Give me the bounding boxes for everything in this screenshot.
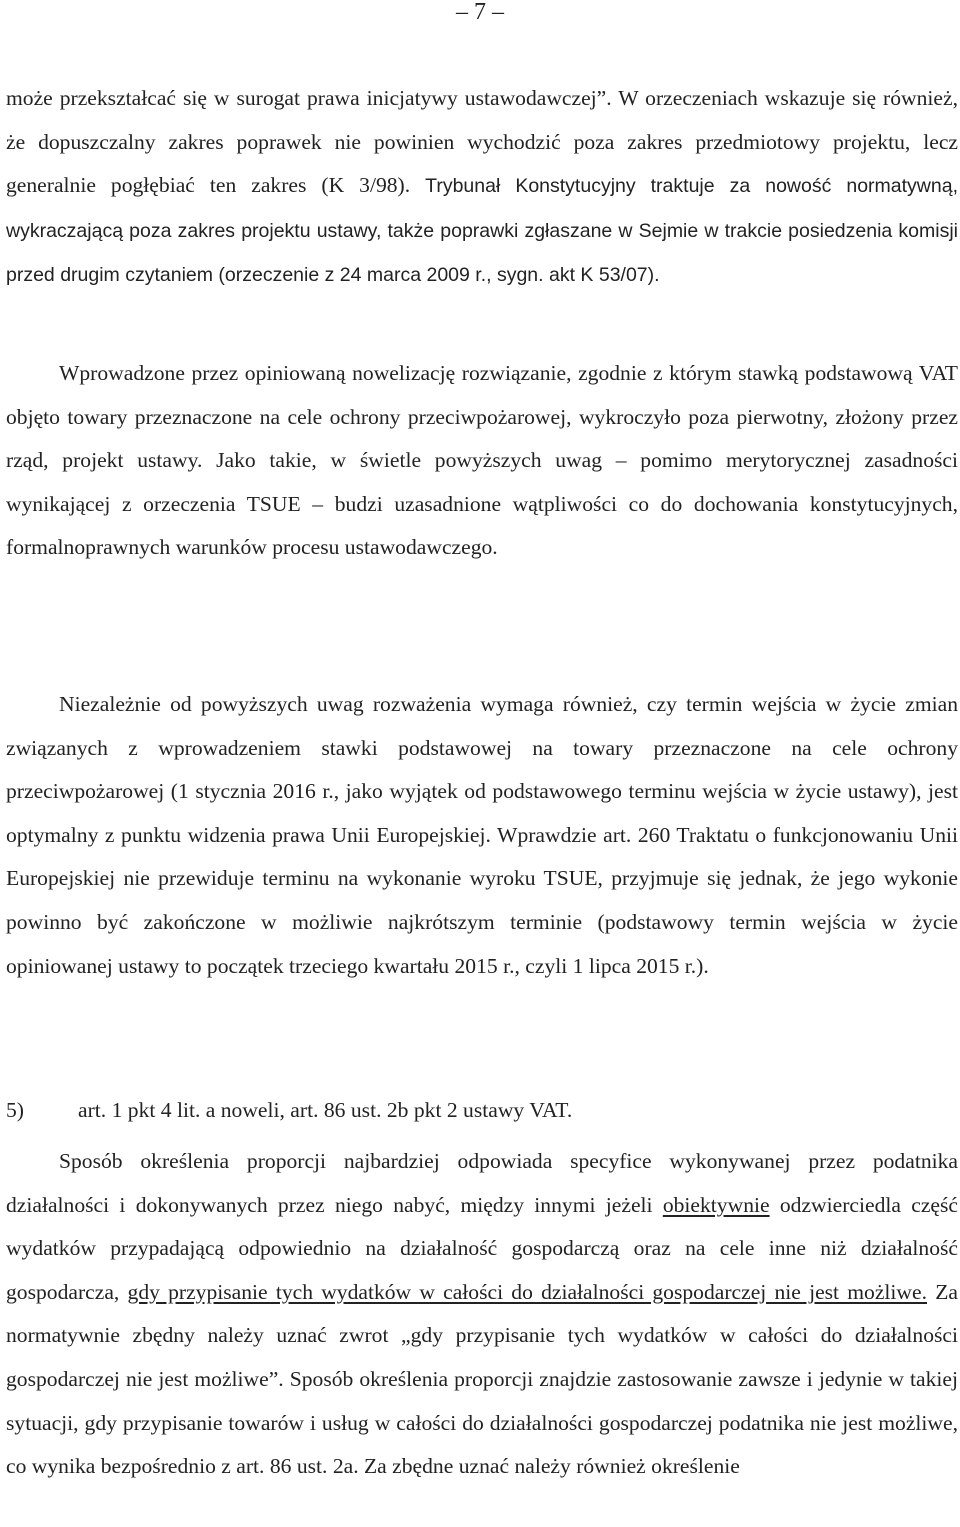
paragraph-proportion-method [6, 1140, 958, 1489]
list-item-text: art. 1 pkt 4 lit. a noweli, art. 86 ust. 2b pkt 2 ustawy VAT. [78, 1098, 573, 1122]
paragraph-vat-rate-solution: Wprowadzone przez opiniowaną nowelizację rozwiązanie, zgodnie z którym stawką podstawową VAT objęto towary przeznaczone na cele ochrony przeciwpożarowej, wykroczyło poza pierwotny, złożony przez rząd, projekt ustawy. Jako takie, w świetle powyższych uwag – pomimo merytorycznej zasadności wynikającej z orzeczenia TSUE – budzi uzasadnione wątpliwości co do dochowania konstytucyjnych, formalnoprawnych warunków procesu ustawodawczego. [6, 361, 958, 560]
page-number: – 7 – [456, 0, 504, 25]
paragraph-text-constitutional-tribunal: Trybunał Konstytucyjny traktuje za nowość normatywną, wykraczającą poza zakres projektu ustawy, także poprawki zgłaszane w Sejmie w trakcie posiedzenia komisji przed drugim czytaniem (orzeczenie z 24 marca 2009 r., sygn. akt K 53/07). [6, 175, 958, 287]
list-item-5 [6, 1090, 572, 1130]
paragraph-entry-into-force: Niezależnie od powyższych uwag rozważenia wymaga również, czy termin wejścia w życie zmian związanych z wprowadzeniem stawki podstawowej na towary przeznaczone na cele ochrony przeciwpożarowej (1 stycznia 2016 r., jako wyjątek od podstawowego terminu wejścia w życie ustawy), jest optymalny z punktu widzenia prawa Unii Europejskiej. Wprawdzie art. 260 Traktatu o funkcjonowaniu Unii Europejskiej nie przewiduje terminu na wykonanie wyroku TSUE, przyjmuje się jednak, że jego wykonie powinno być zakończone w możliwie najkrótszym terminie (podstawowy termin wejścia w życie opiniowanej ustawy to początek trzeciego kwartału 2015 r., czyli 1 lipca 2015 r.). [6, 692, 958, 978]
underlined-text: obiektywnie [662, 1192, 770, 1217]
underlined-text: gdy przypisanie tych wydatków w całości do działalności gospodarczej nie jest możliwe. [127, 1279, 928, 1304]
paragraph-text: Sposób określenia proporcji najbardziej odpowiada specyfice wykonywanej przez podatnika działalności i dokonywanych przez niego nabyć, między innymi jeżeli [6, 1149, 958, 1217]
list-item-number: 5) [6, 1098, 24, 1122]
paragraph-text: odzwierciedla część wydatków przypadającą odpowiednio na działalność gospodarczą oraz na cele inne niż działalność gospodarcza, [6, 1192, 958, 1304]
paragraph-text: Za normatywnie zbędny należy uznać zwrot „gdy przypisanie tych wydatków w całości do działalności gospodarczej nie jest możliwe”. Sposób określenia proporcji znajdzie zastosowanie zawsze i jedynie w takiej sytuacji, gdy przypisanie towarów i usług w całości do działalności gospodarczej podatnika nie jest możliwe, co wynika bezpośrednio z art. 86 ust. 2a. Za zbędne uznać należy również określenie [6, 1279, 958, 1479]
paragraph-text: może przekształcać się w surogat prawa inicjatywy ustawodawczej”. W orzeczeniach wskazuje się również, że dopuszczalny zakres poprawek nie powinien wychodzić poza zakres przedmiotowy projektu, lecz generalnie pogłębiać ten zakres (K 3/98). [6, 86, 958, 198]
paragraph-legislative-amendments [6, 77, 958, 298]
